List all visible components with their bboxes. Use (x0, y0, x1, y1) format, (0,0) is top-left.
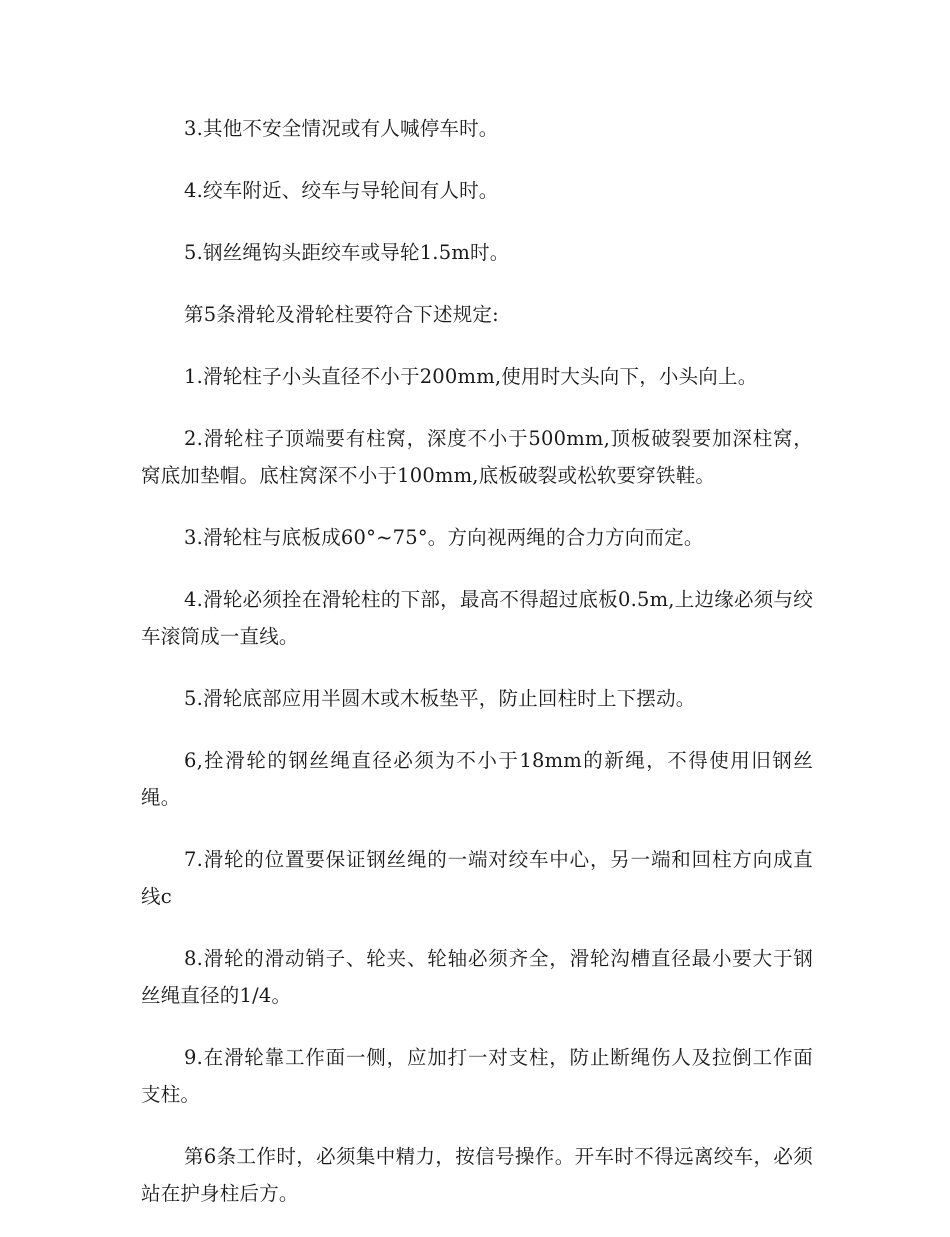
pulley-rule-5: 5.滑轮底部应用半圆木或木板垫平，防止回柱时上下摆动。 (184, 687, 696, 710)
pulley-rule-2: 2.滑轮柱子顶端要有柱窝，深度不小于500mm,顶板破裂要加深柱窝，窝底加垫帽。底柱窝深不小于100mm,底板破裂或松软要穿铁鞋。 (141, 427, 813, 487)
pulley-rule-6: 6,拴滑轮的钢丝绳直径必须为不小于18mm的新绳，不得使用旧钢丝绳。 (141, 749, 813, 809)
pulley-rule-3: 3.滑轮柱与底板成60°~75°。方向视两绳的合力方向而定。 (184, 526, 704, 549)
document-body (141, 110, 813, 1237)
paragraph-item-3: 3.其他不安全情况或有人喊停车时。 (184, 117, 499, 140)
article-5-heading: 第5条滑轮及滑轮柱要符合下述规定: (184, 303, 499, 326)
pulley-rule-9: 9.在滑轮靠工作面一侧，应加打一对支柱，防止断绳伤人及拉倒工作面支柱。 (141, 1046, 813, 1106)
article-6-text: 第6条工作时，必须集中精力，按信号操作。开车时不得远离绞车，必须站在护身柱后方。 (141, 1145, 813, 1205)
pulley-rule-4: 4.滑轮必须拴在滑轮柱的下部，最高不得超过底板0.5m,上边缘必须与绞车滚筒成一直线。 (141, 588, 813, 648)
pulley-rule-8: 8.滑轮的滑动销子、轮夹、轮轴必须齐全，滑轮沟槽直径最小要大于钢丝绳直径的1/4。 (141, 947, 813, 1007)
paragraph-item-4: 4.绞车附近、绞车与导轮间有人时。 (184, 179, 499, 202)
paragraph-item-5: 5.钢丝绳钩头距绞车或导轮1.5m时。 (184, 241, 510, 264)
pulley-rule-7: 7.滑轮的位置要保证钢丝绳的一端对绞车中心，另一端和回柱方向成直线c (141, 848, 813, 908)
pulley-rule-1: 1.滑轮柱子小头直径不小于200mm,使用时大头向下，小头向上。 (184, 365, 758, 388)
